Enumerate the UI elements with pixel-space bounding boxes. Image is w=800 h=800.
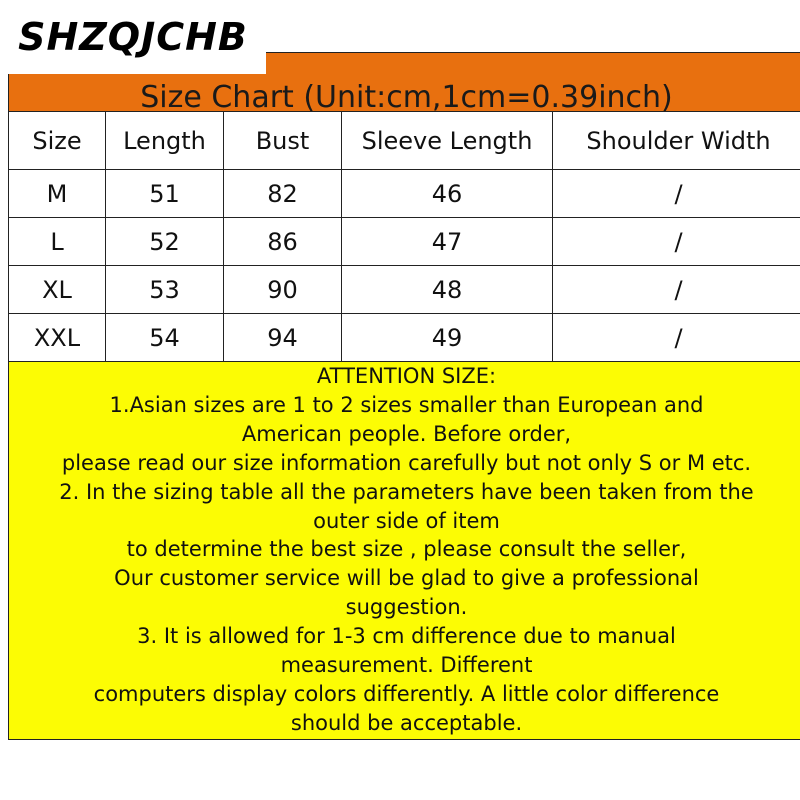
notes-heading: ATTENTION SIZE: [316, 364, 497, 388]
size-chart-title-text: Size Chart (Unit:cm,1cm=0.39inch) [140, 80, 673, 115]
cell-bust: 94 [224, 314, 342, 362]
note-line: should be acceptable. [290, 710, 523, 735]
column-header-sleeve-length: Sleeve Length [342, 112, 553, 170]
note-line: to determine the best size , please consult the seller, [126, 537, 687, 562]
note-line: computers display colors differently. A little color difference [93, 681, 720, 706]
brand-logo-text: SHZQJCHB [18, 15, 248, 59]
table-row [9, 266, 800, 314]
column-header-shoulder-width: Shoulder Width [553, 112, 800, 170]
cell-shoulder-width: / [553, 218, 800, 266]
cell-shoulder-width: / [553, 266, 800, 314]
note-line: please read our size information carefully but not only S or M etc. [61, 450, 752, 475]
cell-sleeve-length: 49 [342, 314, 553, 362]
cell-length: 52 [106, 218, 224, 266]
cell-bust: 86 [224, 218, 342, 266]
note-line: 3. It is allowed for 1-3 cm difference due to manual [137, 624, 676, 649]
cell-length: 51 [106, 170, 224, 218]
size-chart-table [8, 52, 800, 740]
note-line: 1.Asian sizes are 1 to 2 sizes smaller than European and [109, 392, 704, 417]
column-header-bust: Bust [224, 112, 342, 170]
column-header-length: Length [106, 112, 224, 170]
cell-length: 54 [106, 314, 224, 362]
note-line: suggestion. [345, 595, 468, 620]
cell-size: XL [9, 266, 106, 314]
cell-shoulder-width: / [553, 170, 800, 218]
cell-size: M [9, 170, 106, 218]
brand-logo [0, 0, 266, 74]
note-line: measurement. Different [280, 653, 533, 678]
cell-sleeve-length: 47 [342, 218, 553, 266]
cell-bust: 82 [224, 170, 342, 218]
cell-bust: 90 [224, 266, 342, 314]
table-row [9, 170, 800, 218]
table-row [9, 314, 800, 362]
table-row [9, 218, 800, 266]
column-header-size: Size [9, 112, 106, 170]
cell-shoulder-width: / [553, 314, 800, 362]
note-line: 2. In the sizing table all the parameters have been taken from the [59, 479, 754, 504]
cell-length: 53 [106, 266, 224, 314]
cell-sleeve-length: 48 [342, 266, 553, 314]
table-header-row [9, 112, 800, 170]
cell-size: XXL [9, 314, 106, 362]
attention-notes [9, 362, 800, 740]
note-line: outer side of item [313, 508, 500, 533]
cell-size: L [9, 218, 106, 266]
note-line: American people. Before order, [241, 421, 572, 446]
note-line: Our customer service will be glad to give a professional [114, 566, 699, 591]
cell-sleeve-length: 46 [342, 170, 553, 218]
